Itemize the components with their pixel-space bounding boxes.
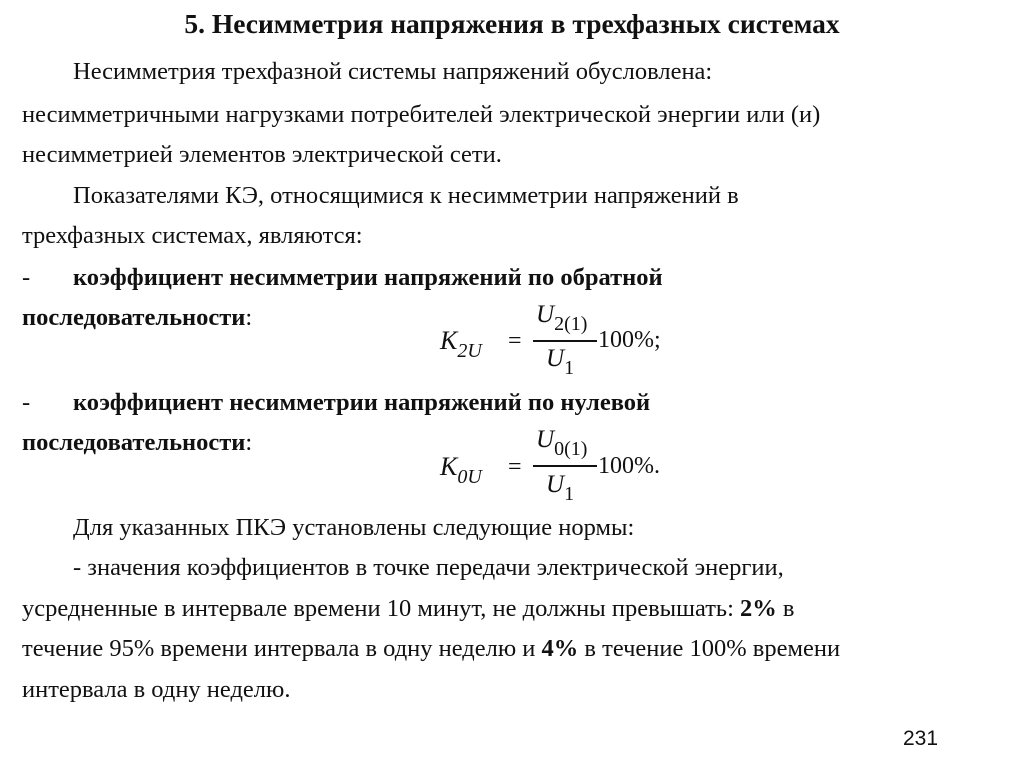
page-number: 231: [903, 727, 939, 750]
formula-k0u-subscript: 0U: [457, 466, 482, 488]
bullet-2-dash: -: [22, 389, 31, 416]
formula-k0u-denominator: $U_1$: [546, 471, 575, 505]
formula-k2u-subscript: 2U: [457, 340, 482, 362]
formula-k2u-equals: =: [508, 328, 522, 354]
norms-line-2: - значения коэффициентов в точке передачи электрической энергии,: [73, 554, 784, 581]
bullet-1-colon: :: [245, 304, 253, 331]
formula-k0u-numerator: $U_{0(1)}$: [536, 426, 588, 460]
paragraph-1-line-1: Несимметрия трехфазной системы напряжений обусловлена:: [73, 58, 713, 85]
paragraph-1-line-3: несимметрией элементов электрической сети.: [22, 141, 502, 168]
paragraph-1-line-2: несимметричными нагрузками потребителей электрической энергии или (и): [22, 101, 821, 128]
bullet-2-line-2: [22, 431, 252, 456]
paragraph-2-line-2: трехфазных системах, являются:: [22, 222, 363, 249]
formula-k2u-percent: 100%;: [598, 327, 661, 353]
formula-k2u-numerator: $U_{2(1)}$: [536, 301, 588, 335]
paragraph-2-line-1: Показателями КЭ, относящимися к несимметрии напряжений в: [73, 182, 739, 209]
formula-k0u-fraction-bar: [533, 465, 597, 467]
bullet-2-line-1: коэффициент несимметрии напряжений по нулевой: [73, 389, 651, 416]
bullet-1-line-1: коэффициент несимметрии напряжений по обратной: [73, 264, 663, 291]
bullet-2-term: последовательности: [22, 429, 246, 456]
formula-k0u-equals: =: [508, 454, 522, 480]
formula-k2u-denominator: $U_1$: [546, 345, 575, 379]
norm-value-2-percent: 2%: [740, 595, 777, 622]
formula-k2u: [440, 302, 700, 382]
norm-value-4-percent: 4%: [541, 635, 579, 662]
bullet-1-line-2: [22, 306, 252, 331]
norms-line-4: течение 95% времени интервала в одну неделю и 4% в течение 100% времени: [22, 635, 841, 662]
formula-k2u-fraction-bar: [533, 340, 597, 342]
norms-line-5: интервала в одну неделю.: [22, 676, 291, 703]
formula-k2u-symbol: $K_{2U}$: [440, 326, 482, 362]
bullet-1-dash: -: [22, 264, 31, 291]
formula-k0u: [440, 425, 700, 505]
bullet-2-colon: :: [245, 429, 253, 456]
formula-k0u-symbol: $K_{0U}$: [440, 452, 482, 488]
bullet-1-term: последовательности: [22, 304, 246, 331]
page-title: 5. Несимметрия напряжения в трехфазных системах: [184, 8, 840, 39]
formula-k0u-percent: 100%.: [598, 453, 660, 479]
norms-line-1: Для указанных ПКЭ установлены следующие нормы:: [73, 514, 635, 541]
norms-line-3: усредненные в интервале времени 10 минут, не должны превышать: 2% в: [22, 595, 795, 622]
